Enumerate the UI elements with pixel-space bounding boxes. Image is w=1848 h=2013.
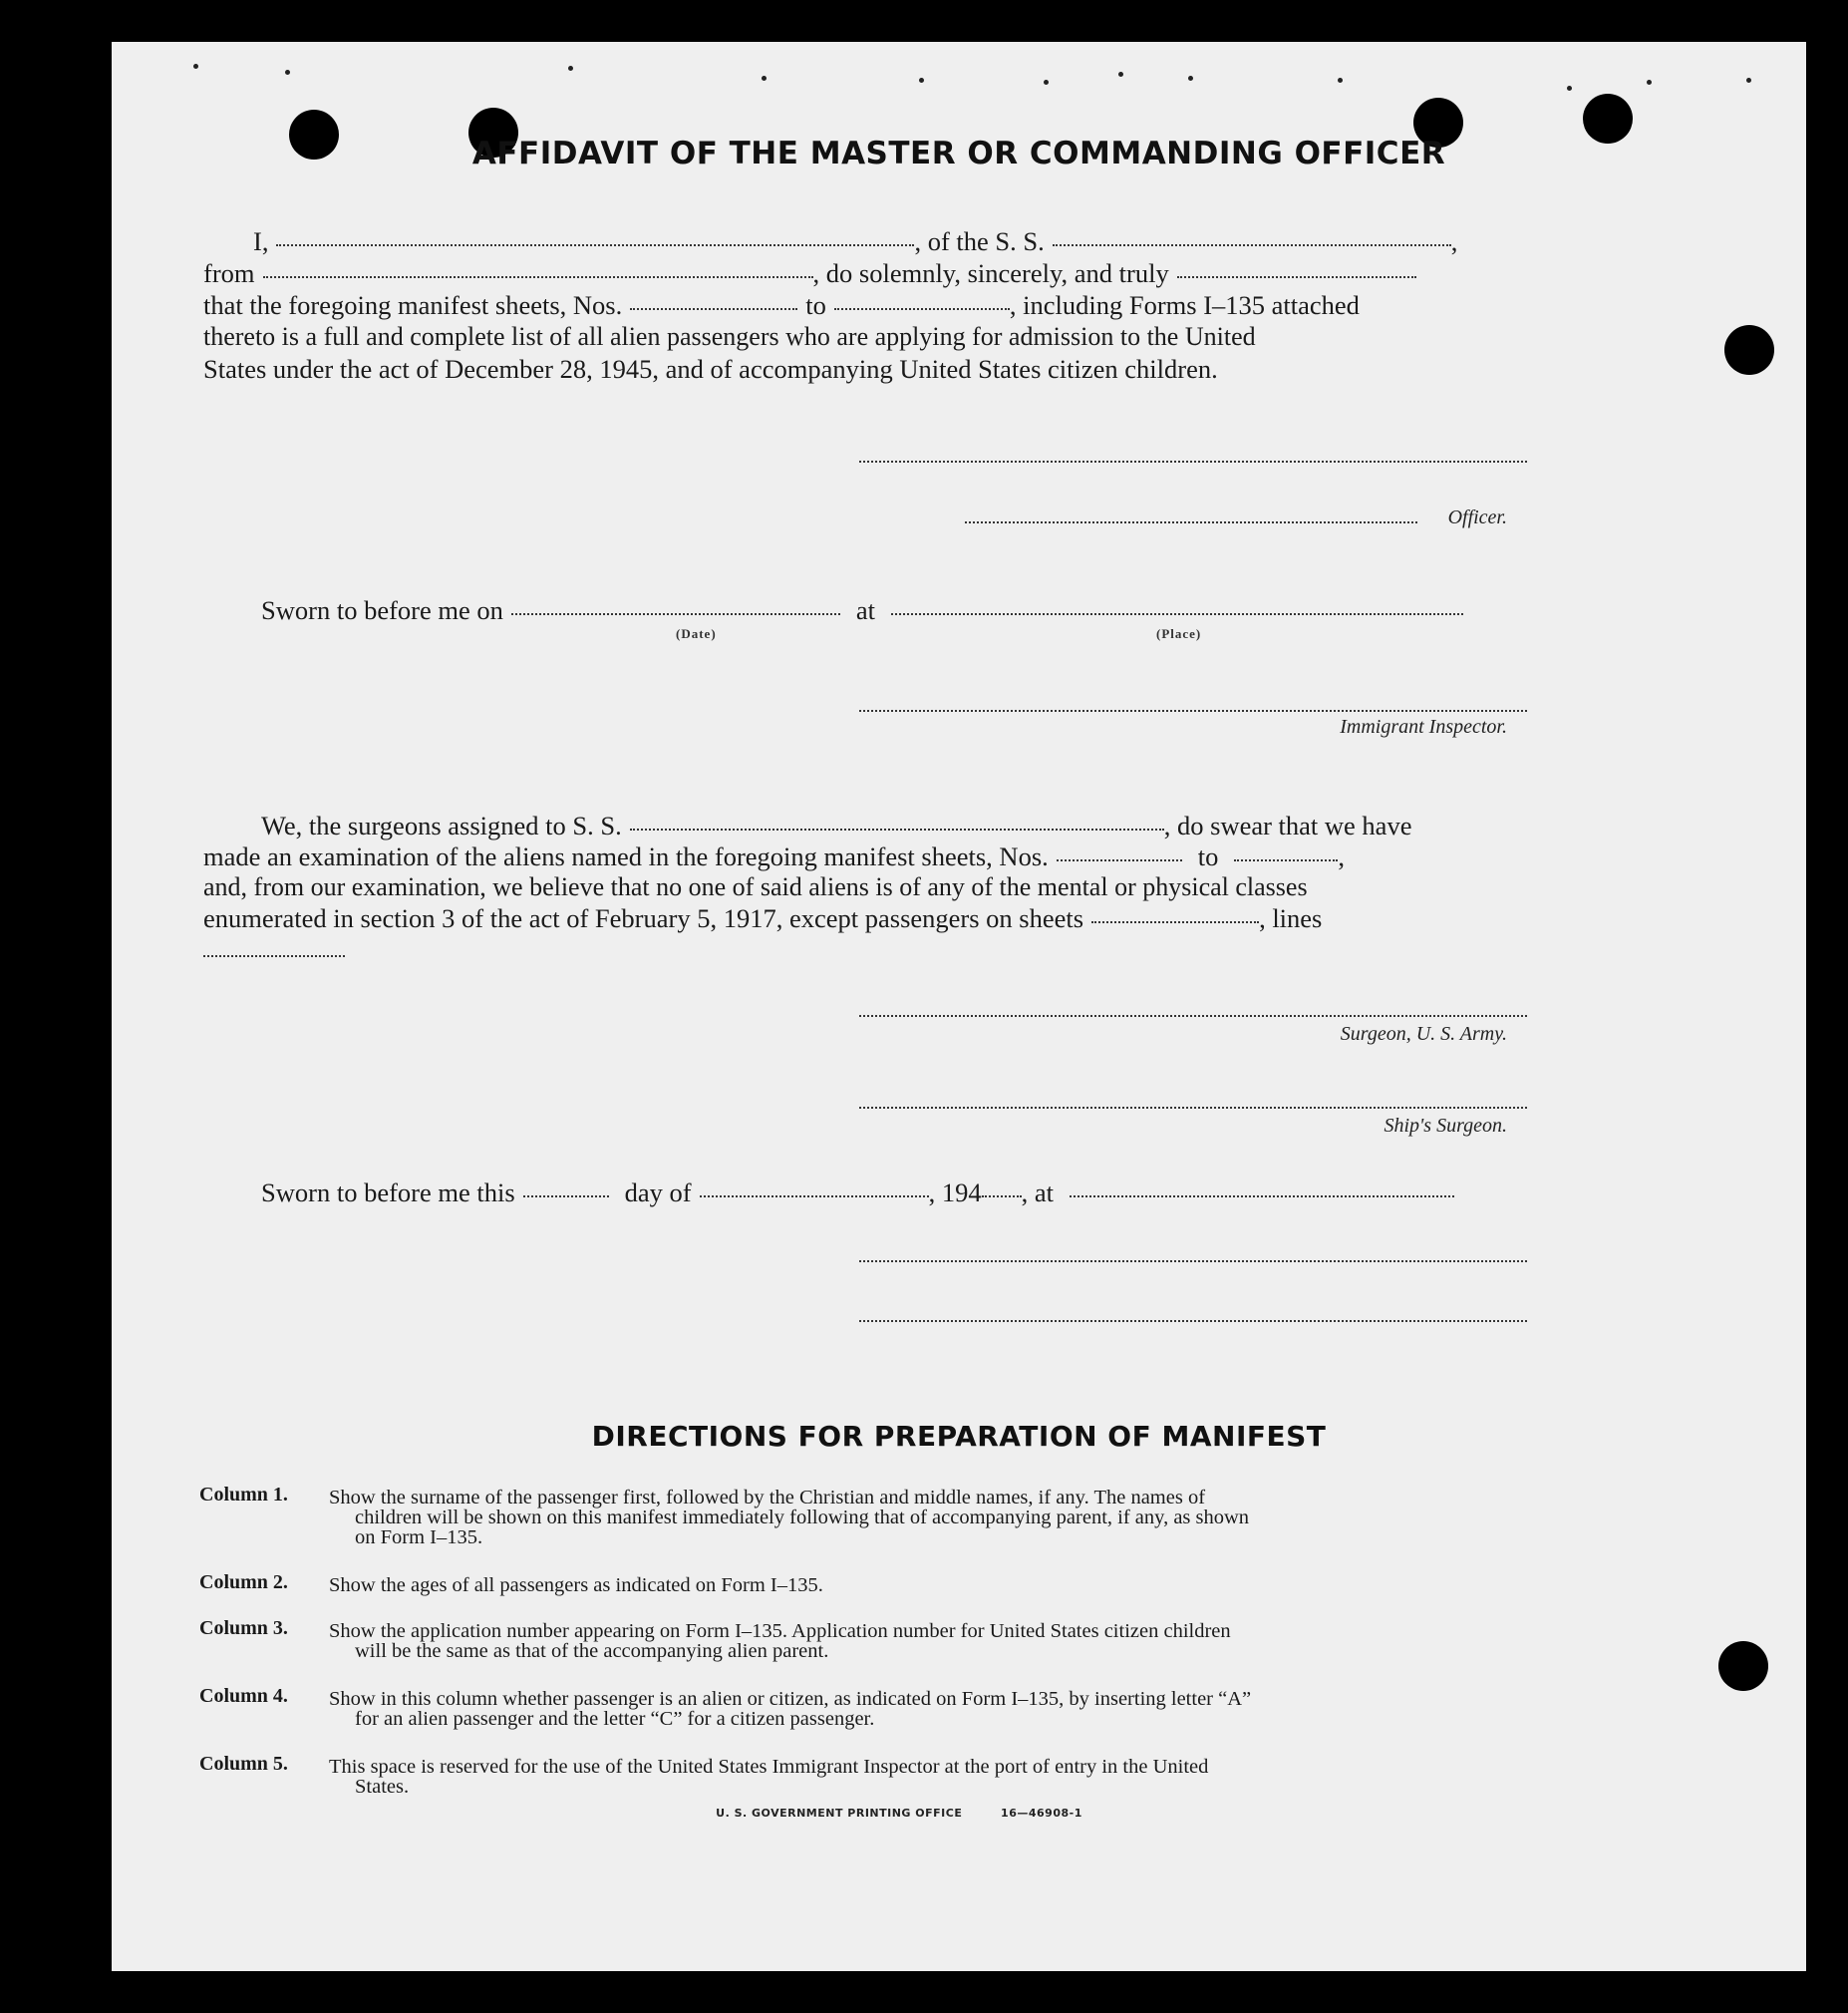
affidavit-line-4 [203,321,1527,353]
except-sheets-field[interactable] [1091,921,1259,923]
affidavit-title: AFFIDAVIT OF THE MASTER OR COMMANDING OFFICER [471,136,1446,171]
column-5-line-1: This space is reserved for the use of the United States Immigrant Inspector at the port of entry in the United [329,1756,1209,1778]
speck-decoration [568,66,573,71]
form-page [112,42,1806,1971]
speck-decoration [1188,76,1193,81]
master-name-field[interactable] [276,244,914,246]
column-1-line-3: on Form I–135. [355,1526,483,1548]
column-4-text [329,1689,1525,1729]
sworn-year-field[interactable] [982,1195,1022,1197]
surgeon-vessel-field[interactable] [630,829,1164,831]
column-1-text [329,1488,1525,1547]
column-5-line-2: States. [355,1776,410,1798]
army-surgeon-signature-line[interactable] [859,1015,1527,1017]
sworn-surgeons-line [261,1176,1527,1208]
exam-sheet-to-field[interactable] [1234,859,1338,861]
speck-decoration [285,70,290,75]
surgeons-assigned-text: We, the surgeons assigned to S. S. [261,811,622,840]
punch-hole-decoration [1718,1641,1768,1691]
column-3-line-1: Show the application number appearing on Form I–135. Application number for United States citizen children [329,1620,1231,1642]
officer-signature-line[interactable] [859,461,1527,463]
to-text: to [805,290,826,320]
printer-name: U. S. GOVERNMENT PRINTING OFFICE [716,1807,963,1820]
do-swear-text: , do swear that we have [1163,811,1412,840]
speck-decoration [762,76,767,81]
comma-text: , [1338,841,1346,871]
sheet-to-field[interactable] [834,308,1010,310]
at-text: at [855,595,875,625]
column-4-line-1: Show in this column whether passenger is an alien or citizen, as indicated on Form I–135, by inserting letter “A” [329,1688,1252,1710]
speck-decoration [1647,80,1652,85]
from-port-field[interactable] [263,276,813,278]
column-2-line-1: Show the ages of all passengers as indicated on Form I–135. [329,1574,823,1596]
column-2-text [329,1575,1525,1595]
date-caption: (Date) [676,626,717,641]
officer-signature-line-2[interactable] [859,1260,1527,1262]
do-solemnly-text: , do solemnly, sincerely, and truly [812,258,1169,288]
sworn-location-field[interactable] [1070,1195,1454,1197]
enumerated-text: enumerated in section 3 of the act of February 5, 1917, except passengers on sheets [203,903,1084,933]
including-forms-text: , including Forms I–135 attached [1009,290,1360,320]
speck-decoration [919,78,924,83]
sheet-from-field[interactable] [630,308,797,310]
speck-decoration [1746,78,1751,83]
ship-surgeon-signature-line[interactable] [859,1107,1527,1109]
punch-hole-decoration [1724,325,1774,375]
column-3-line-2: will be the same as that of the accompanying alien parent. [355,1640,829,1662]
vessel-name-field[interactable] [1053,244,1451,246]
speck-decoration [193,64,198,69]
army-surgeon-caption: Surgeon, U. S. Army. [1340,1023,1507,1045]
sworn-inspector-line [261,594,1527,626]
of-the-ss-text: , of the S. S. [914,226,1045,256]
column-1-line-2: children will be shown on this manifest immediately following that of accompanying parent, if any, as shown [355,1507,1250,1528]
ship-surgeon-caption: Ship's Surgeon. [1384,1115,1507,1137]
column-2-label: Column 2. [199,1571,288,1593]
to-text: to [1197,841,1219,871]
surgeons-line-3 [203,871,1527,903]
column-1-line-1: Show the surname of the passenger first, followed by the Christian and middle names, if any. The names of [329,1487,1206,1509]
manifest-sheets-text: that the foregoing manifest sheets, Nos. [203,290,623,320]
surgeons-line-1 [261,810,1527,841]
affidavit-line-1 [203,225,1527,257]
at-text: , at [1021,1177,1054,1207]
swear-affirm-field[interactable] [1177,276,1416,278]
sworn-month-field[interactable] [700,1195,929,1197]
column-5-text [329,1757,1525,1797]
sworn-place-field[interactable] [891,613,1463,615]
sworn-date-field[interactable] [511,613,840,615]
directions-title: DIRECTIONS FOR PREPARATION OF MANIFEST [591,1420,1327,1453]
printer-footer [112,1807,1806,1820]
affidavit-text-line-4: thereto is a full and complete list of all alien passengers who are applying for admission to the United [203,322,1256,351]
year-prefix-text: , 194 [928,1177,982,1207]
place-caption: (Place) [1156,626,1202,641]
lines-text: , lines [1259,903,1323,933]
except-lines-field[interactable] [203,955,345,957]
speck-decoration [1567,86,1572,91]
officer-caption: Officer. [1447,506,1507,528]
column-3-label: Column 3. [199,1617,288,1639]
column-4-line-2: for an alien passenger and the letter “C” for a citizen passenger. [355,1708,875,1730]
speck-decoration [1044,80,1049,85]
column-3-text [329,1621,1525,1661]
affidavit-line-3 [203,289,1527,321]
column-1-label: Column 1. [199,1484,288,1506]
speck-decoration [1118,72,1123,77]
affidavit-line-2 [203,257,1527,289]
form-code: 16—46908-1 [1001,1807,1082,1820]
from-text: from [203,258,255,288]
sworn-day-field[interactable] [523,1195,609,1197]
comma-text: , [1450,226,1458,256]
officer-title-line-2[interactable] [859,1320,1527,1322]
inspector-caption: Immigrant Inspector. [1340,716,1507,738]
surgeons-line-4 [203,902,1527,934]
surgeons-line-2 [203,840,1527,872]
affidavit-line-5 [203,353,1527,385]
officer-title-line[interactable] [965,521,1417,523]
affidavit-text-line-5: States under the act of December 28, 1945, and of accompanying United States citizen children. [203,354,1218,384]
day-of-text: day of [624,1177,692,1207]
column-4-label: Column 4. [199,1685,288,1707]
column-5-label: Column 5. [199,1753,288,1775]
affidavit-i-text: I, [253,226,269,256]
sworn-before-me-this-text: Sworn to before me this [261,1177,515,1207]
surgeons-text-line-3: and, from our examination, we believe that no one of said aliens is of any of the mental or physical classes [203,872,1308,901]
exam-sheet-from-field[interactable] [1057,859,1182,861]
speck-decoration [1338,78,1343,83]
examination-text: made an examination of the aliens named in the foregoing manifest sheets, Nos. [203,841,1049,871]
inspector-signature-line[interactable] [859,710,1527,712]
sworn-before-me-on-text: Sworn to before me on [261,595,503,625]
